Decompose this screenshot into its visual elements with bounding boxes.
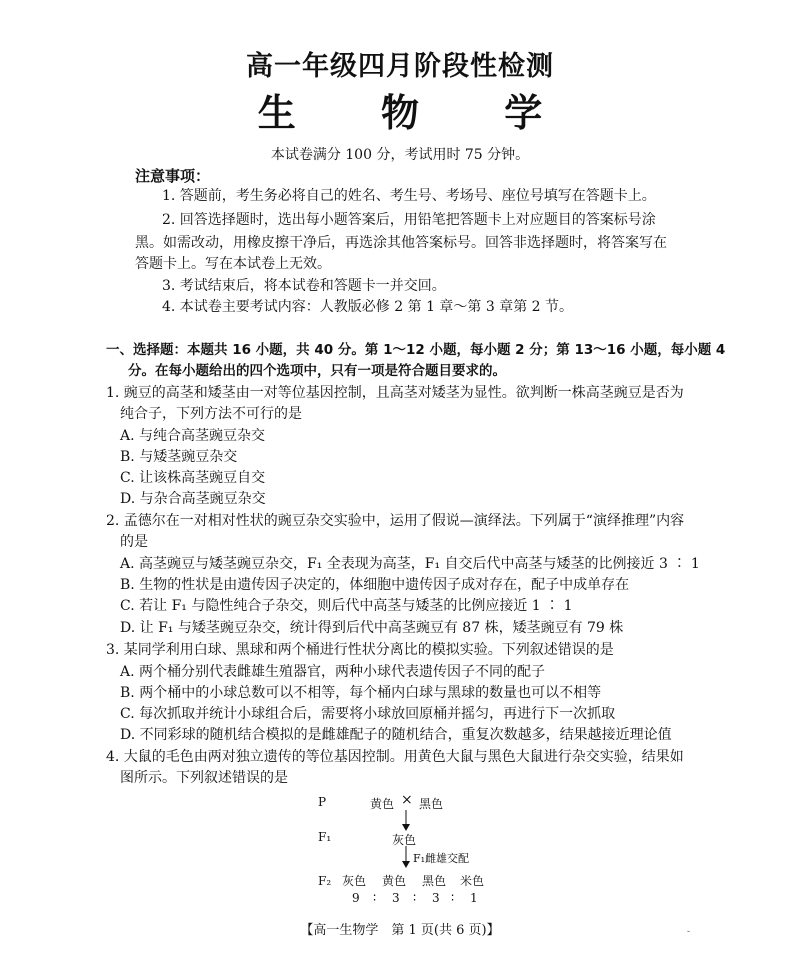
cross-diagram <box>300 790 520 915</box>
question-3-option-b: B. 两个桶中的小球总数可以不相等，每个桶内白球与黑球的数量也可以不相等 <box>120 685 602 701</box>
question-3-stem: 3. 某同学利用白球、黑球和两个桶进行性状分离比的模拟实验。下列叙述错误的是 <box>106 642 614 658</box>
exam-meta: 本试卷满分 100 分，考试用时 75 分钟。 <box>270 147 530 163</box>
question-2-stem: 2. 孟德尔在一对相对性状的豌豆杂交实验中，运用了假说—演绎法。下列属于“演绎推理”内容 <box>106 513 685 529</box>
question-1-option-d: D. 与杂合高茎豌豆杂交 <box>120 491 266 507</box>
f2-phenotype: 米色 <box>460 874 485 888</box>
arrow-down-icon <box>400 810 412 832</box>
question-2-option-c: C. 若让 F₁ 与隐性纯合子杂交，则后代中高茎与矮茎的比例应接近 1 ∶ 1 <box>120 598 573 614</box>
f1-mating-note: F₁雌雄交配 <box>413 852 470 865</box>
question-1-option-b: B. 与矮茎豌豆杂交 <box>120 449 238 465</box>
notice-line: 答题卡上。写在本试卷上无效。 <box>135 256 331 272</box>
page-footer: 【高一生物学 第 1 页(共 6 页)】 <box>300 923 500 938</box>
notice-heading: 注意事项： <box>135 167 211 185</box>
f2-ratio-value: 1 <box>470 891 478 905</box>
question-2-option-d: D. 让 F₁ 与矮茎豌豆杂交，统计得到后代中高茎豌豆有 87 株，矮茎豌豆有 79 株 <box>120 620 624 636</box>
question-2-option-a: A. 高茎豌豆与矮茎豌豆杂交，F₁ 全表现为高茎，F₁ 自交后代中高茎与矮茎的比例接近 3 ∶ 1 <box>120 556 700 572</box>
question-1-option-a: A. 与纯合高茎豌豆杂交 <box>120 428 266 444</box>
notice-line: 4. 本试卷主要考试内容：人教版必修 2 第 1 章～第 3 章第 2 节。 <box>162 299 574 315</box>
question-1-stem-cont: 纯合子，下列方法不可行的是 <box>120 406 302 422</box>
cross-symbol: × <box>401 792 413 808</box>
question-1-option-c: C. 让该株高茎豌豆自交 <box>120 470 266 486</box>
f2-ratio-value: 3 <box>392 891 400 905</box>
p-parent-left: 黄色 <box>370 797 395 811</box>
notice-line: 3. 考试结束后，将本试卷和答题卡一并交回。 <box>162 278 446 294</box>
question-4-stem-cont: 图所示。下列叙述错误的是 <box>120 770 288 786</box>
p-generation-label: P <box>318 795 327 809</box>
notice-line: 2. 回答选择题时，选出每小题答案后，用铅笔把答题卡上对应题目的答案标号涂 <box>162 212 656 228</box>
f2-ratio-separator: ∶ <box>373 891 377 905</box>
f1-phenotype: 灰色 <box>392 833 417 847</box>
f2-generation-label: F₂ <box>318 874 332 888</box>
f2-phenotype: 灰色 <box>342 874 367 888</box>
f2-ratio-value: 9 <box>352 891 360 905</box>
question-2-stem-cont: 的是 <box>120 534 148 550</box>
f2-ratio-separator: ∶ <box>451 891 455 905</box>
question-2-option-b: B. 生物的性状是由遗传因子决定的，体细胞中遗传因子成对存在，配子中成单存在 <box>120 577 630 593</box>
section-heading-cont: 分。在每小题给出的四个选项中，只有一项是符合题目要求的。 <box>128 363 506 379</box>
f2-phenotype: 黑色 <box>422 874 447 888</box>
question-3-option-c: C. 每次抓取并统计小球组合后，需要将小球放回原桶并摇匀，再进行下一次抓取 <box>120 706 616 722</box>
f1-generation-label: F₁ <box>318 830 332 844</box>
question-4-stem: 4. 大鼠的毛色由两对独立遗传的等位基因控制。用黄色大鼠与黑色大鼠进行杂交实验，结果如 <box>106 749 684 765</box>
f2-phenotype: 黄色 <box>382 874 407 888</box>
f2-ratio-separator: ∶ <box>413 891 417 905</box>
corner-mark: - <box>687 927 691 937</box>
exam-title: 高一年级四月阶段性检测 <box>246 51 554 82</box>
p-parent-right: 黑色 <box>419 797 444 811</box>
question-3-option-d: D. 不同彩球的随机结合模拟的是雌雄配子的随机结合，重复次数越多，结果越接近理论值 <box>120 727 672 743</box>
notice-line: 1. 答题前，考生务必将自己的姓名、考生号、考场号、座位号填写在答题卡上。 <box>162 188 656 204</box>
notice-line: 黑。如需改动，用橡皮擦干净后，再选涂其他答案标号。回答非选择题时，将答案写在 <box>135 235 667 251</box>
question-1-stem: 1. 豌豆的高茎和矮茎由一对等位基因控制，且高茎对矮茎为显性。欲判断一株高茎豌豆是否为 <box>106 385 684 401</box>
question-3-option-a: A. 两个桶分别代表雌雄生殖器官，两种小球代表遗传因子不同的配子 <box>120 664 546 680</box>
arrow-down-icon <box>400 846 412 870</box>
section-heading: 一、选择题：本题共 16 小题，共 40 分。第 1～12 小题，每小题 2 分；第 13～16 小题，每小题 4 <box>106 342 726 358</box>
f2-ratio-value: 3 <box>432 891 440 905</box>
subject-title: 生 物 学 <box>257 91 579 135</box>
